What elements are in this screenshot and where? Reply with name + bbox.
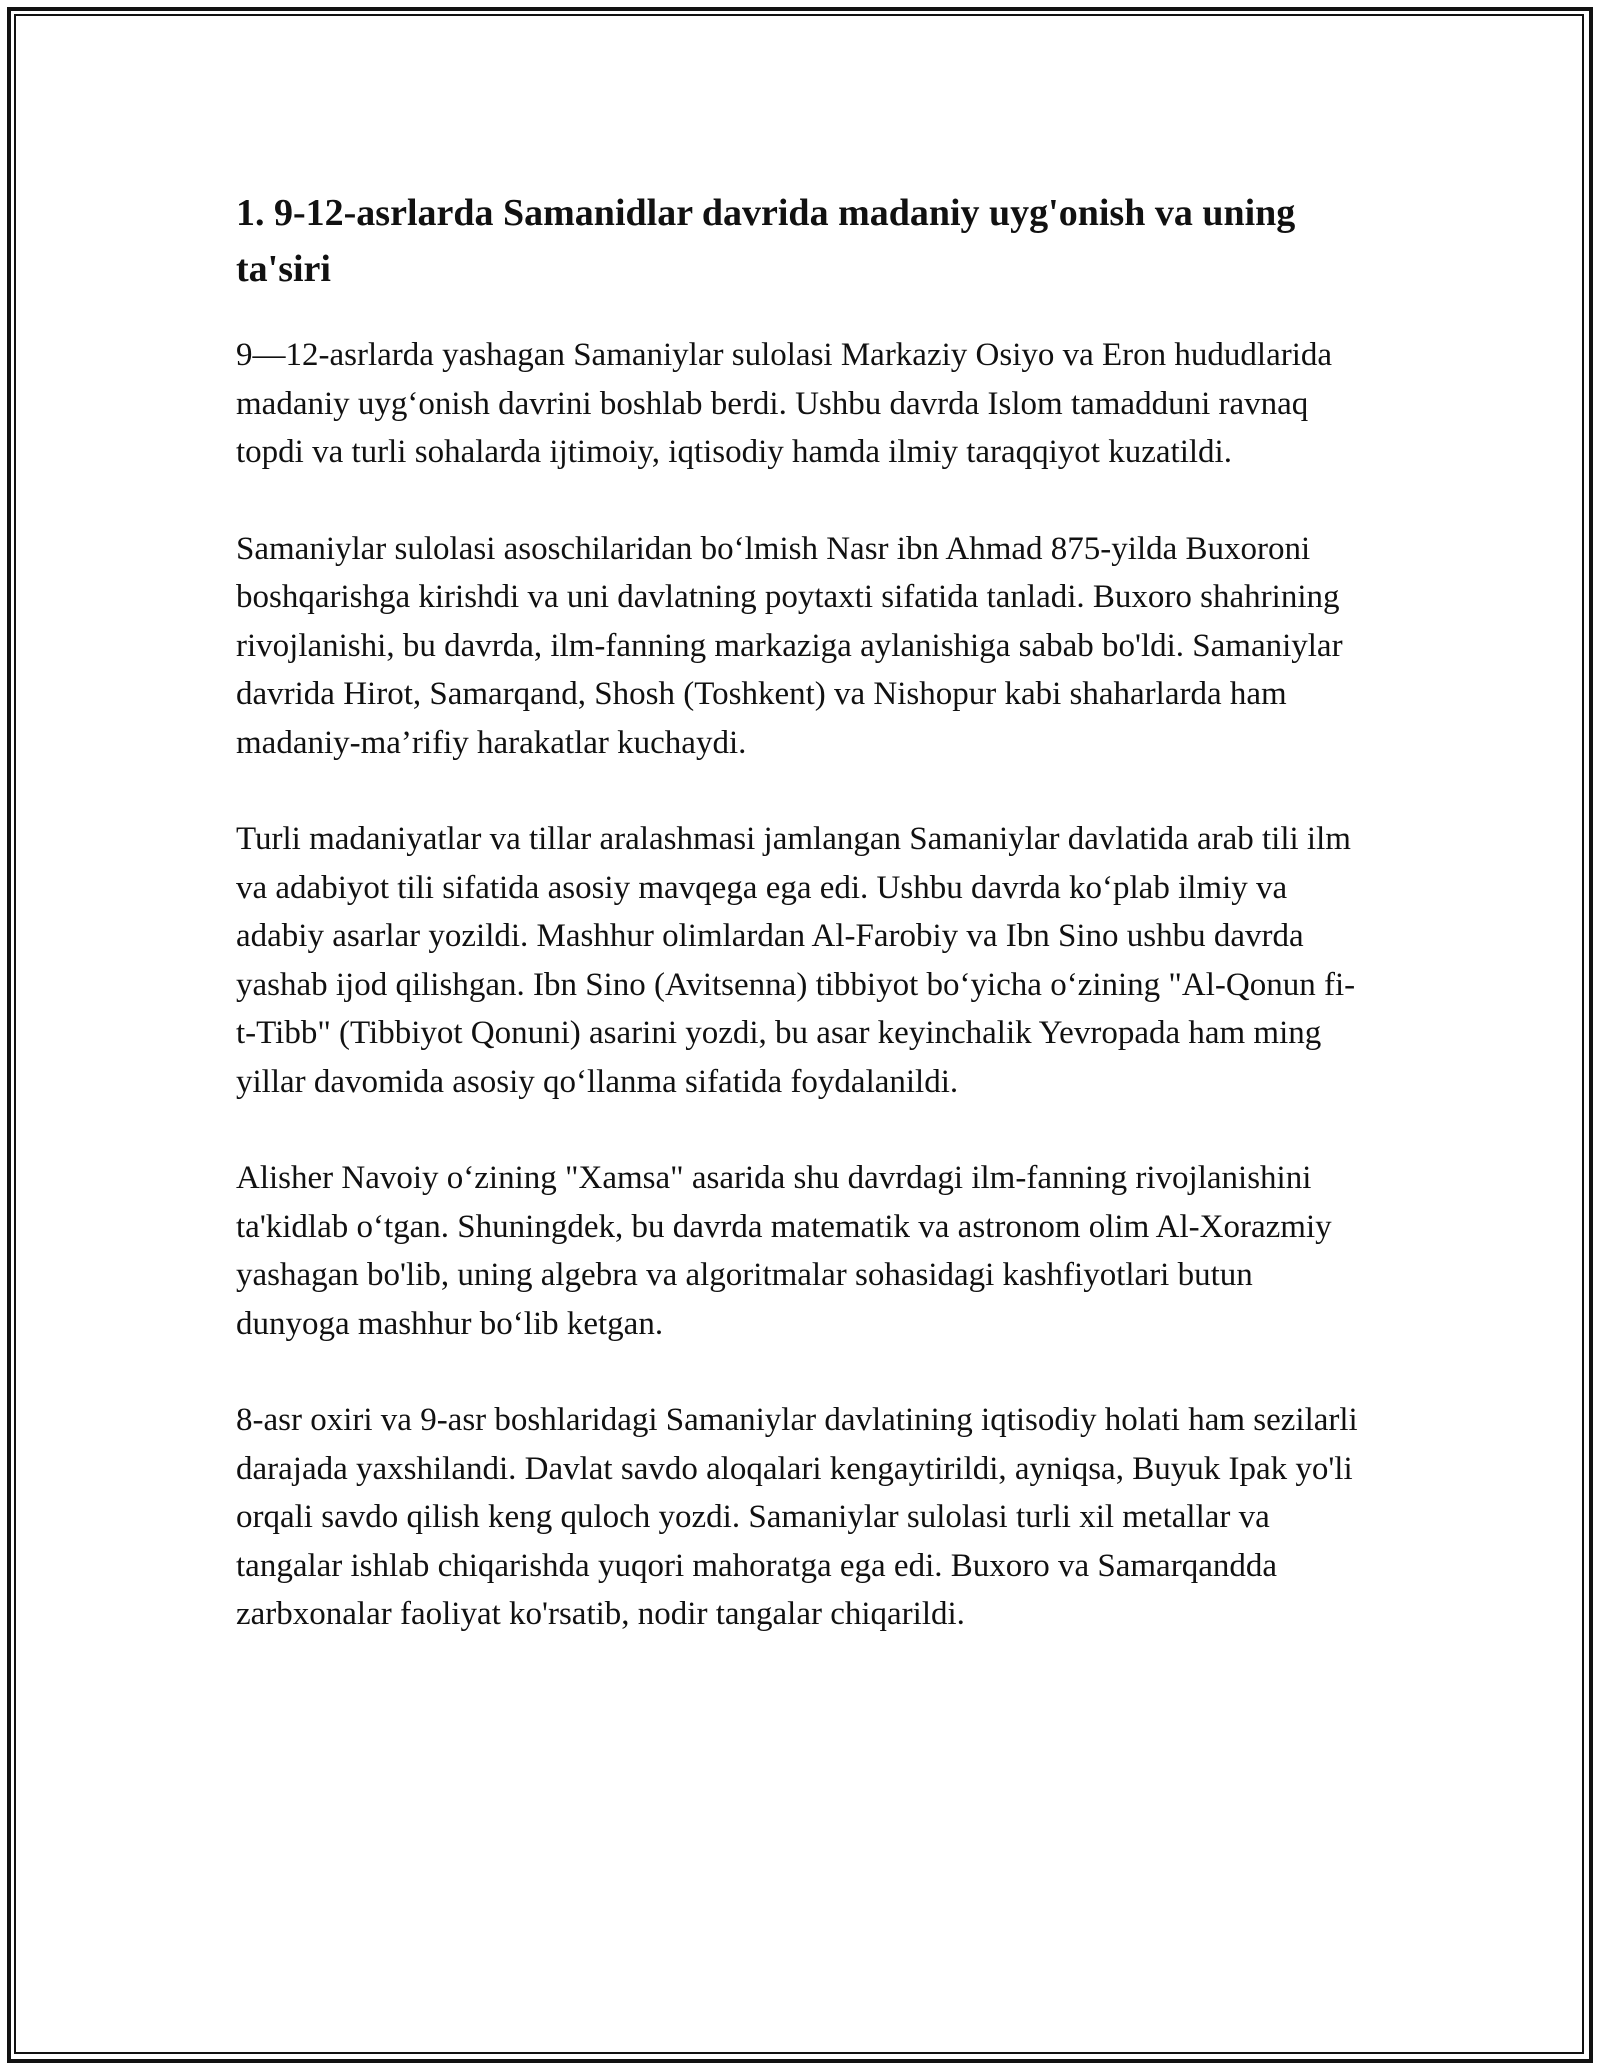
section-heading: 1. 9-12-asrlarda Samanidlar davrida madaniy uyg'onish va uning ta'siri xyxy=(236,192,1296,290)
paragraph-5: 8-asr oxiri va 9-asr boshlaridagi Samaniylar davlatining iqtisodiy holati ham sezilarli darajada yaxshilandi. Davlat savdo aloqalari kengaytirildi, ayniqsa, Buyuk Ipak yo'li orqali savdo qilish keng quloch yozdi. Samaniylar sulolasi turli xil metallar va tangalar ishlab chiqarishda yuqori mahoratga ega edi. Buxoro va Samarqandda zarbxonalar faoliyat ko'rsatib, nodir tangalar chiqarildi. xyxy=(236,1402,1358,1632)
paragraph-4: Alisher Navoiy oʻzining "Xamsa" asarida shu davrdagi ilm-fanning rivojlanishini ta'kidlab oʻtgan. Shuningdek, bu davrda matematik va astronom olim Al-Xorazmiy yashagan bo'lib, uning algebra va algoritmalar sohasidagi kashfiyotlari butun dunyoga mashhur boʻlib ketgan. xyxy=(236,1160,1332,1342)
document-body xyxy=(236,185,1366,1687)
paragraph-2: Samaniylar sulolasi asoschilaridan boʻlmish Nasr ibn Ahmad 875-yilda Buxoroni boshqarishga kirishdi va uni davlatning poytaxti sifatida tanladi. Buxoro shahrining rivojlanishi, bu davrda, ilm-fanning markaziga aylanishiga sabab bo'ldi. Samaniylar davrida Hirot, Samarqand, Shosh (Toshkent) va Nishopur kabi shaharlarda ham madaniy-ma’rifiy harakatlar kuchaydi. xyxy=(236,530,1343,761)
paragraph-3: Turli madaniyatlar va tillar aralashmasi jamlangan Samaniylar davlatida arab tili ilm va adabiyot tili sifatida asosiy mavqega ega edi. Ushbu davrda koʻplab ilmiy va adabiy asarlar yozildi. Mashhur olimlardan Al-Farobiy va Ibn Sino ushbu davrda yashab ijod qilishgan. Ibn Sino (Avitsenna) tibbiyot boʻyicha oʻzining "Al-Qonun fi-t-Tibb" (Tibbiyot Qonuni) asarini yozdi, bu asar keyinchalik Yevropada ham ming yillar davomida asosiy qoʻllanma sifatida foydalanildi. xyxy=(236,821,1356,1100)
paragraph-1: 9—12-asrlarda yashagan Samaniylar sulolasi Markaziy Osiyo va Eron hududlarida madaniy uygʻonish davrini boshlab berdi. Ushbu davrda Islom tamadduni ravnaq topdi va turli sohalarda ijtimoiy, iqtisodiy hamda ilmiy taraqqiyot kuzatildi. xyxy=(236,337,1333,470)
